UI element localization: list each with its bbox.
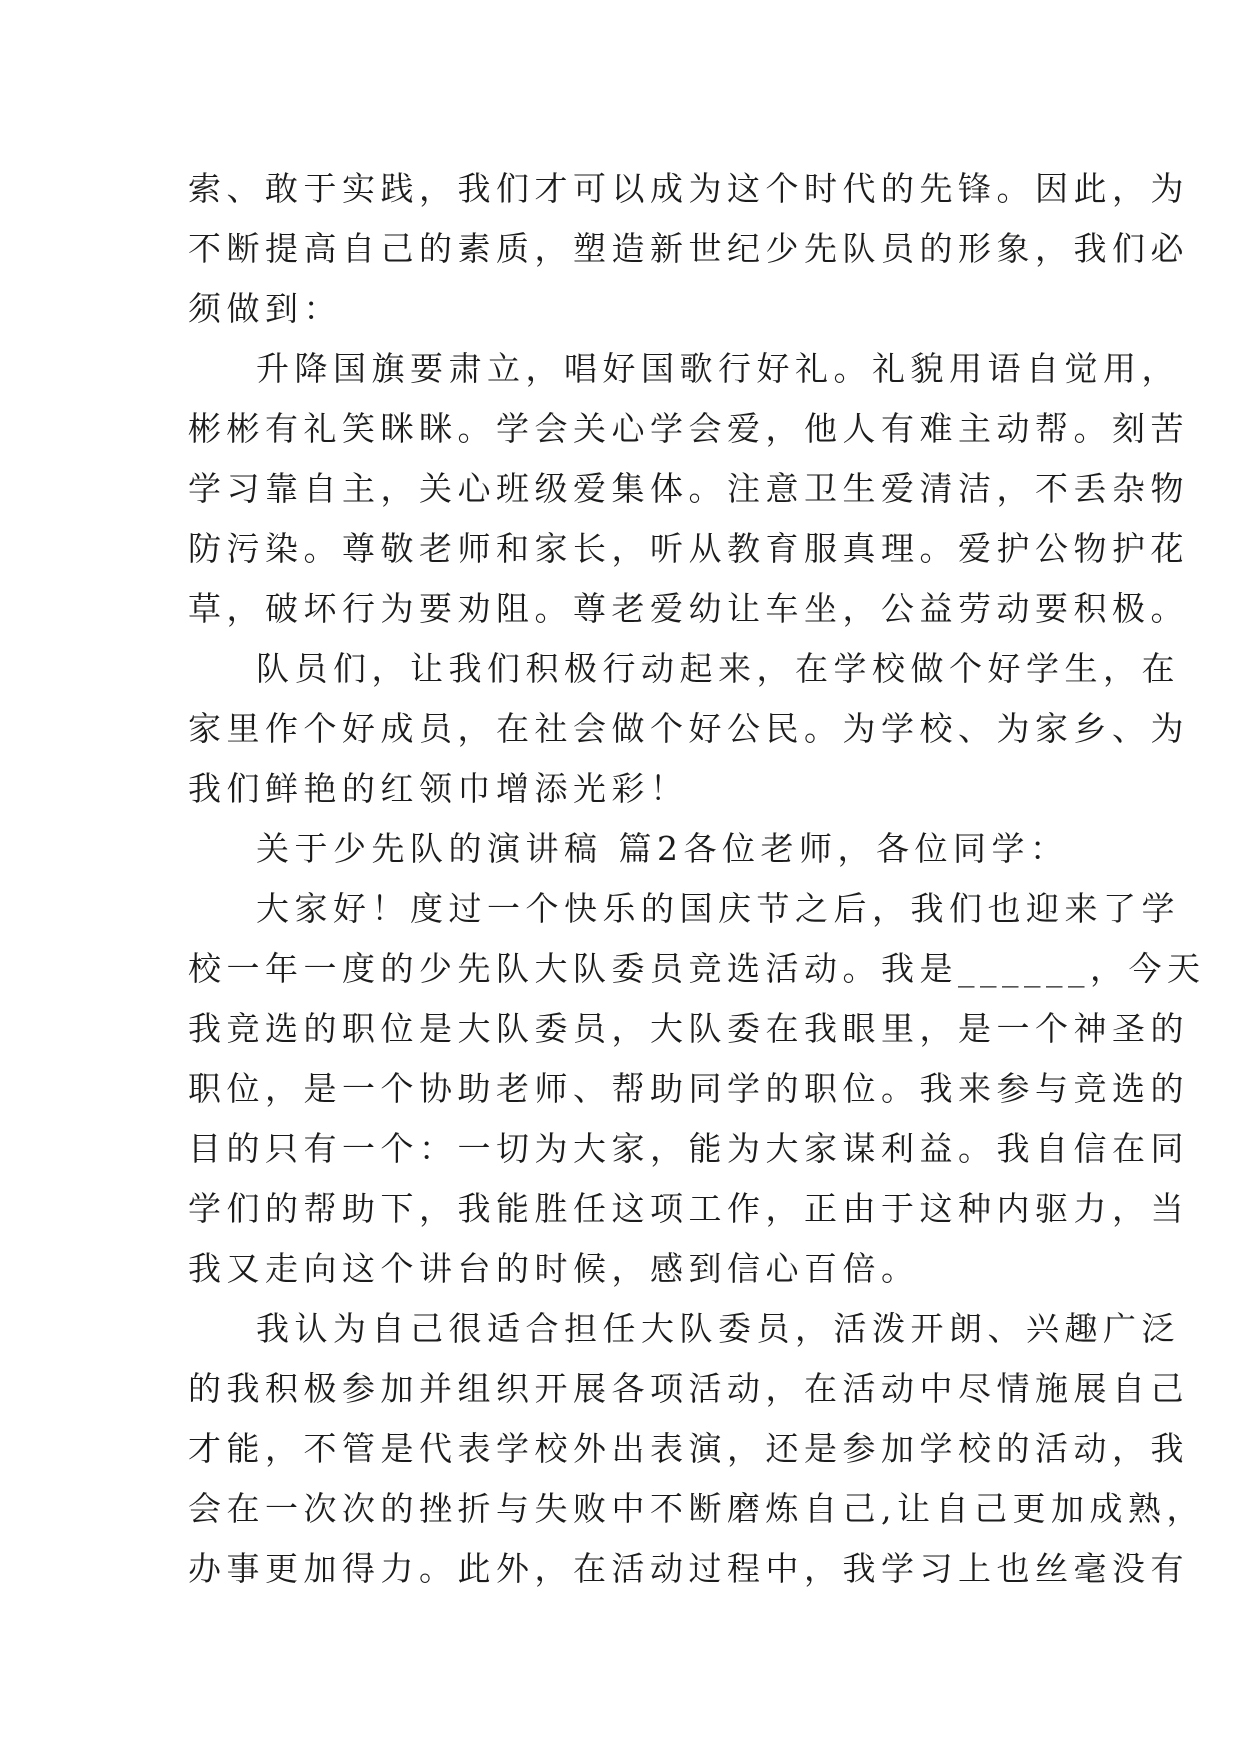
text-line: 不断提高自己的素质，塑造新世纪少先队员的形象，我们必 [188, 229, 1189, 268]
text-line: 草，破坏行为要劝阻。尊老爱幼让车坐，公益劳动要积极。 [188, 589, 1189, 628]
text-line: 关于少先队的演讲稿 篇2各位老师，各位同学： [256, 829, 1069, 868]
text-line: 大家好！度过一个快乐的国庆节之后，我们也迎来了学 [256, 889, 1180, 928]
text-line: 目的只有一个：一切为大家，能为大家谋利益。我自信在同 [188, 1129, 1189, 1168]
text-line: 升降国旗要肃立，唱好国歌行好礼。礼貌用语自觉用， [256, 349, 1180, 388]
text-line: 才能，不管是代表学校外出表演，还是参加学校的活动，我 [188, 1429, 1189, 1468]
text-line: 我竞选的职位是大队委员，大队委在我眼里，是一个神圣的 [188, 1009, 1189, 1048]
text-line: 职位，是一个协助老师、帮助同学的职位。我来参与竞选的 [188, 1069, 1189, 1108]
text-line: 队员们，让我们积极行动起来，在学校做个好学生，在 [256, 649, 1180, 688]
text-line: 彬彬有礼笑眯眯。学会关心学会爱，他人有难主动帮。刻苦 [188, 409, 1189, 448]
text-line: 我又走向这个讲台的时候，感到信心百倍。 [188, 1249, 920, 1288]
text-line: 办事更加得力。此外，在活动过程中，我学习上也丝毫没有 [188, 1549, 1189, 1588]
text-line: 会在一次次的挫折与失败中不断磨炼自己,让自己更加成熟， [188, 1489, 1205, 1528]
text-line: 学习靠自主，关心班级爱集体。注意卫生爱清洁，不丢杂物 [188, 469, 1189, 508]
text-line: 防污染。尊敬老师和家长，听从教育服真理。爱护公物护花 [188, 529, 1189, 568]
text-line: 家里作个好成员，在社会做个好公民。为学校、为家乡、为 [188, 709, 1189, 748]
text-line: 校一年一度的少先队大队委员竞选活动。我是______，今天 [188, 949, 1206, 988]
text-line: 我们鲜艳的红领巾增添光彩！ [188, 769, 689, 808]
text-line: 索、敢于实践，我们才可以成为这个时代的先锋。因此，为 [188, 169, 1189, 208]
text-line: 的我积极参加并组织开展各项活动，在活动中尽情施展自己 [188, 1369, 1189, 1408]
text-line: 须做到： [188, 289, 342, 328]
text-line: 学们的帮助下，我能胜任这项工作，正由于这种内驱力，当 [188, 1189, 1189, 1228]
text-line: 我认为自己很适合担任大队委员，活泼开朗、兴趣广泛 [256, 1309, 1180, 1348]
